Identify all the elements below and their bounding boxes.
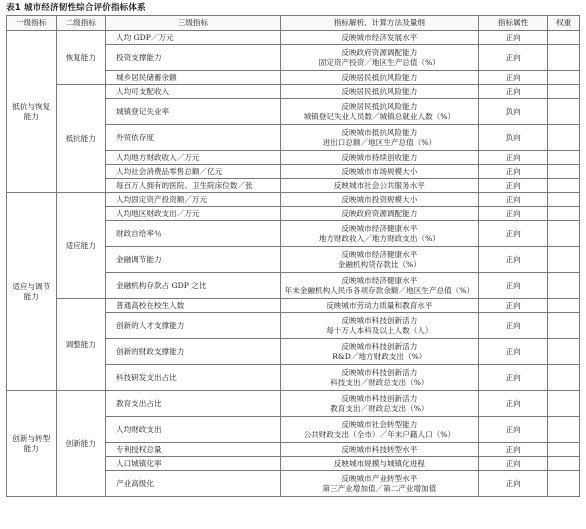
method-cell xyxy=(280,417,478,443)
method-line: 反映城市经济发展水平 xyxy=(341,32,418,42)
weight-cell xyxy=(548,339,580,365)
level3-indicator: 人均地区财政支出／万元 xyxy=(106,207,281,221)
level3-indicator: 创新的人才支撑能力 xyxy=(106,313,281,339)
level3-indicator: 创新的财政支撑能力 xyxy=(106,339,281,365)
level3-indicator: 人均地方财政收入／万元 xyxy=(106,151,281,165)
method-line: 反映城市经济健康水平 xyxy=(341,275,418,285)
level3-indicator: 人均社会消费品零售总额／亿元 xyxy=(106,165,281,179)
method-cell xyxy=(280,179,478,193)
method-line: 教育支出／财政总支出（%） xyxy=(330,403,429,413)
attribute-cell: 正向 xyxy=(478,31,548,45)
level2-indicator: 恢复能力 xyxy=(56,31,106,85)
header-level3: 三级指标 xyxy=(106,16,281,31)
method-line: 反映城市抵抗风险能力 xyxy=(341,127,418,137)
table-row xyxy=(7,299,580,313)
method-line: 反映城市科技创新活力 xyxy=(341,367,418,377)
table-row xyxy=(7,85,580,99)
method-cell xyxy=(280,85,478,99)
level2-indicator: 抵抗能力 xyxy=(56,85,106,193)
method-line: 反映城市经济健康水平 xyxy=(341,249,418,259)
weight-cell xyxy=(548,443,580,457)
method-line: 反映居民抵抗风险能力 xyxy=(341,72,418,82)
weight-cell xyxy=(548,85,580,99)
level3-indicator: 金融调节能力 xyxy=(106,247,281,273)
weight-cell xyxy=(548,313,580,339)
table-row xyxy=(7,391,580,417)
method-cell xyxy=(280,193,478,207)
method-cell xyxy=(280,313,478,339)
method-line: 反映城市社会转型能力 xyxy=(341,419,418,429)
method-line: 反映城市规模与城镇化进程 xyxy=(333,458,425,468)
method-cell xyxy=(280,273,478,299)
weight-cell xyxy=(548,151,580,165)
attribute-cell: 正向 xyxy=(478,85,548,99)
method-line: R&D／地方财政支出（%） xyxy=(332,351,427,361)
level3-indicator: 人均财政支出 xyxy=(106,417,281,443)
method-line: 固定资产投资／地区生产总值（%） xyxy=(318,57,440,67)
attribute-cell: 正向 xyxy=(478,339,548,365)
attribute-cell: 正向 xyxy=(478,165,548,179)
weight-cell xyxy=(548,471,580,497)
method-cell xyxy=(280,151,478,165)
level3-indicator: 每百万人拥有的医院、卫生院床位数／张 xyxy=(106,179,281,193)
method-line: 反映城市劳动力质量和教育水平 xyxy=(326,300,433,310)
table-row xyxy=(7,193,580,207)
method-line: 反映城市经济健康水平 xyxy=(341,223,418,233)
header-level2: 二级指标 xyxy=(56,16,106,31)
method-line: 反映城市科技创新活力 xyxy=(341,341,418,351)
weight-cell xyxy=(548,193,580,207)
level3-indicator: 产业高级化 xyxy=(106,471,281,497)
attribute-cell: 正向 xyxy=(478,71,548,85)
weight-cell xyxy=(548,457,580,471)
attribute-cell: 正向 xyxy=(478,179,548,193)
method-line: 反映城市产业转型水平 xyxy=(341,473,418,483)
level2-indicator: 适应能力 xyxy=(56,193,106,299)
attribute-cell: 正向 xyxy=(478,457,548,471)
method-line: 科技支出／财政总支出（%） xyxy=(330,377,429,387)
method-line: 地方财政收入／地方财政支出（%） xyxy=(318,233,440,243)
method-line: 反映居民抵抗风险能力 xyxy=(341,86,418,96)
attribute-cell: 正向 xyxy=(478,391,548,417)
level2-indicator: 调整能力 xyxy=(56,299,106,391)
method-cell xyxy=(280,247,478,273)
weight-cell xyxy=(548,391,580,417)
attribute-cell: 正向 xyxy=(478,443,548,457)
weight-cell xyxy=(548,31,580,45)
level1-indicator: 抵抗与恢复能力 xyxy=(7,31,57,193)
weight-cell xyxy=(548,125,580,151)
level3-indicator: 财政自给率％ xyxy=(106,221,281,247)
attribute-cell: 正向 xyxy=(478,247,548,273)
level3-indicator: 普通高校在校生人数 xyxy=(106,299,281,313)
level3-indicator: 外贸依存度 xyxy=(106,125,281,151)
method-cell xyxy=(280,99,478,125)
method-line: 年末金融机构人民币各项存款余额／地区生产总值（%） xyxy=(284,285,475,295)
level3-indicator: 科技研发支出占比 xyxy=(106,365,281,391)
level3-indicator: 人口城镇化率 xyxy=(106,457,281,471)
table-row xyxy=(7,31,580,45)
method-cell xyxy=(280,339,478,365)
level3-indicator: 教育支出占比 xyxy=(106,391,281,417)
weight-cell xyxy=(548,99,580,125)
attribute-cell: 正向 xyxy=(478,45,548,71)
level3-indicator: 人均可支配收入 xyxy=(106,85,281,99)
attribute-cell: 负向 xyxy=(478,99,548,125)
method-line: 反映城市社会公共服务水平 xyxy=(333,180,425,190)
indicator-table xyxy=(6,15,580,497)
weight-cell xyxy=(548,365,580,391)
method-cell xyxy=(280,443,478,457)
method-line: 公共财政支出（全市）／年末户籍人口（%） xyxy=(303,429,456,439)
attribute-cell: 正向 xyxy=(478,313,548,339)
weight-cell xyxy=(548,71,580,85)
level3-indicator: 投资支撑能力 xyxy=(106,45,281,71)
table-body xyxy=(7,31,580,497)
method-cell xyxy=(280,125,478,151)
method-cell xyxy=(280,31,478,45)
level3-indicator: 人均 GDP／万元 xyxy=(106,31,281,45)
level3-indicator: 城镇登记失业率 xyxy=(106,99,281,125)
level3-indicator: 城乡居民储蓄余额 xyxy=(106,71,281,85)
method-cell xyxy=(280,457,478,471)
method-line: 城镇登记失业人员数／城镇总就业人数（%） xyxy=(303,111,456,121)
method-line: 反映城市市场规模大小 xyxy=(341,166,418,176)
level3-indicator: 金融机构存款占 GDP 之比 xyxy=(106,273,281,299)
attribute-cell: 正向 xyxy=(478,417,548,443)
weight-cell xyxy=(548,221,580,247)
method-line: 反映城市持续创收能力 xyxy=(341,152,418,162)
weight-cell xyxy=(548,273,580,299)
method-line: 金融机构贷存款比（%） xyxy=(337,259,421,269)
header-row xyxy=(7,16,580,31)
level2-indicator: 创新能力 xyxy=(56,391,106,497)
method-line: 反映城市科技转型水平 xyxy=(341,444,418,454)
method-line: 第三产业增加值／第二产业增加值 xyxy=(322,483,437,493)
method-line: 反映政府资源调配能力 xyxy=(341,208,418,218)
method-line: 反映城市投资规模大小 xyxy=(341,194,418,204)
method-line: 反映城市科技创新活力 xyxy=(341,315,418,325)
level3-indicator: 专利授权总量 xyxy=(106,443,281,457)
weight-cell xyxy=(548,165,580,179)
attribute-cell: 正向 xyxy=(478,273,548,299)
method-cell xyxy=(280,221,478,247)
method-cell xyxy=(280,45,478,71)
method-line: 每十万人本科及以上人数（人） xyxy=(326,325,433,335)
attribute-cell: 正向 xyxy=(478,151,548,165)
attribute-cell: 正向 xyxy=(478,471,548,497)
attribute-cell: 正向 xyxy=(478,221,548,247)
header-weight: 权重 xyxy=(548,16,580,31)
method-cell xyxy=(280,471,478,497)
method-line: 进出口总额／地区生产总值（%） xyxy=(322,137,437,147)
attribute-cell: 正向 xyxy=(478,299,548,313)
method-cell xyxy=(280,299,478,313)
weight-cell xyxy=(548,299,580,313)
level1-indicator: 适应与调节能力 xyxy=(7,193,57,391)
level1-indicator: 创新与转型能力 xyxy=(7,391,57,497)
header-method: 指标解析、计算方法及量纲 xyxy=(280,16,478,31)
method-cell xyxy=(280,365,478,391)
weight-cell xyxy=(548,207,580,221)
level3-indicator: 人均固定资产投资额／万元 xyxy=(106,193,281,207)
method-line: 反映居民抵抗风险能力 xyxy=(341,101,418,111)
attribute-cell: 正向 xyxy=(478,193,548,207)
method-line: 反映城市科技创新活力 xyxy=(341,393,418,403)
weight-cell xyxy=(548,45,580,71)
method-cell xyxy=(280,71,478,85)
method-cell xyxy=(280,207,478,221)
attribute-cell: 正向 xyxy=(478,207,548,221)
header-attribute: 指标属性 xyxy=(478,16,548,31)
method-line: 反映政府资源调配能力 xyxy=(341,47,418,57)
weight-cell xyxy=(548,417,580,443)
table-title: 表1 城市经济韧性综合评价指标体系 xyxy=(6,3,146,13)
header-level1: 一级指标 xyxy=(7,16,57,31)
method-cell xyxy=(280,165,478,179)
attribute-cell: 负向 xyxy=(478,125,548,151)
weight-cell xyxy=(548,179,580,193)
method-cell xyxy=(280,391,478,417)
attribute-cell: 正向 xyxy=(478,365,548,391)
weight-cell xyxy=(548,247,580,273)
